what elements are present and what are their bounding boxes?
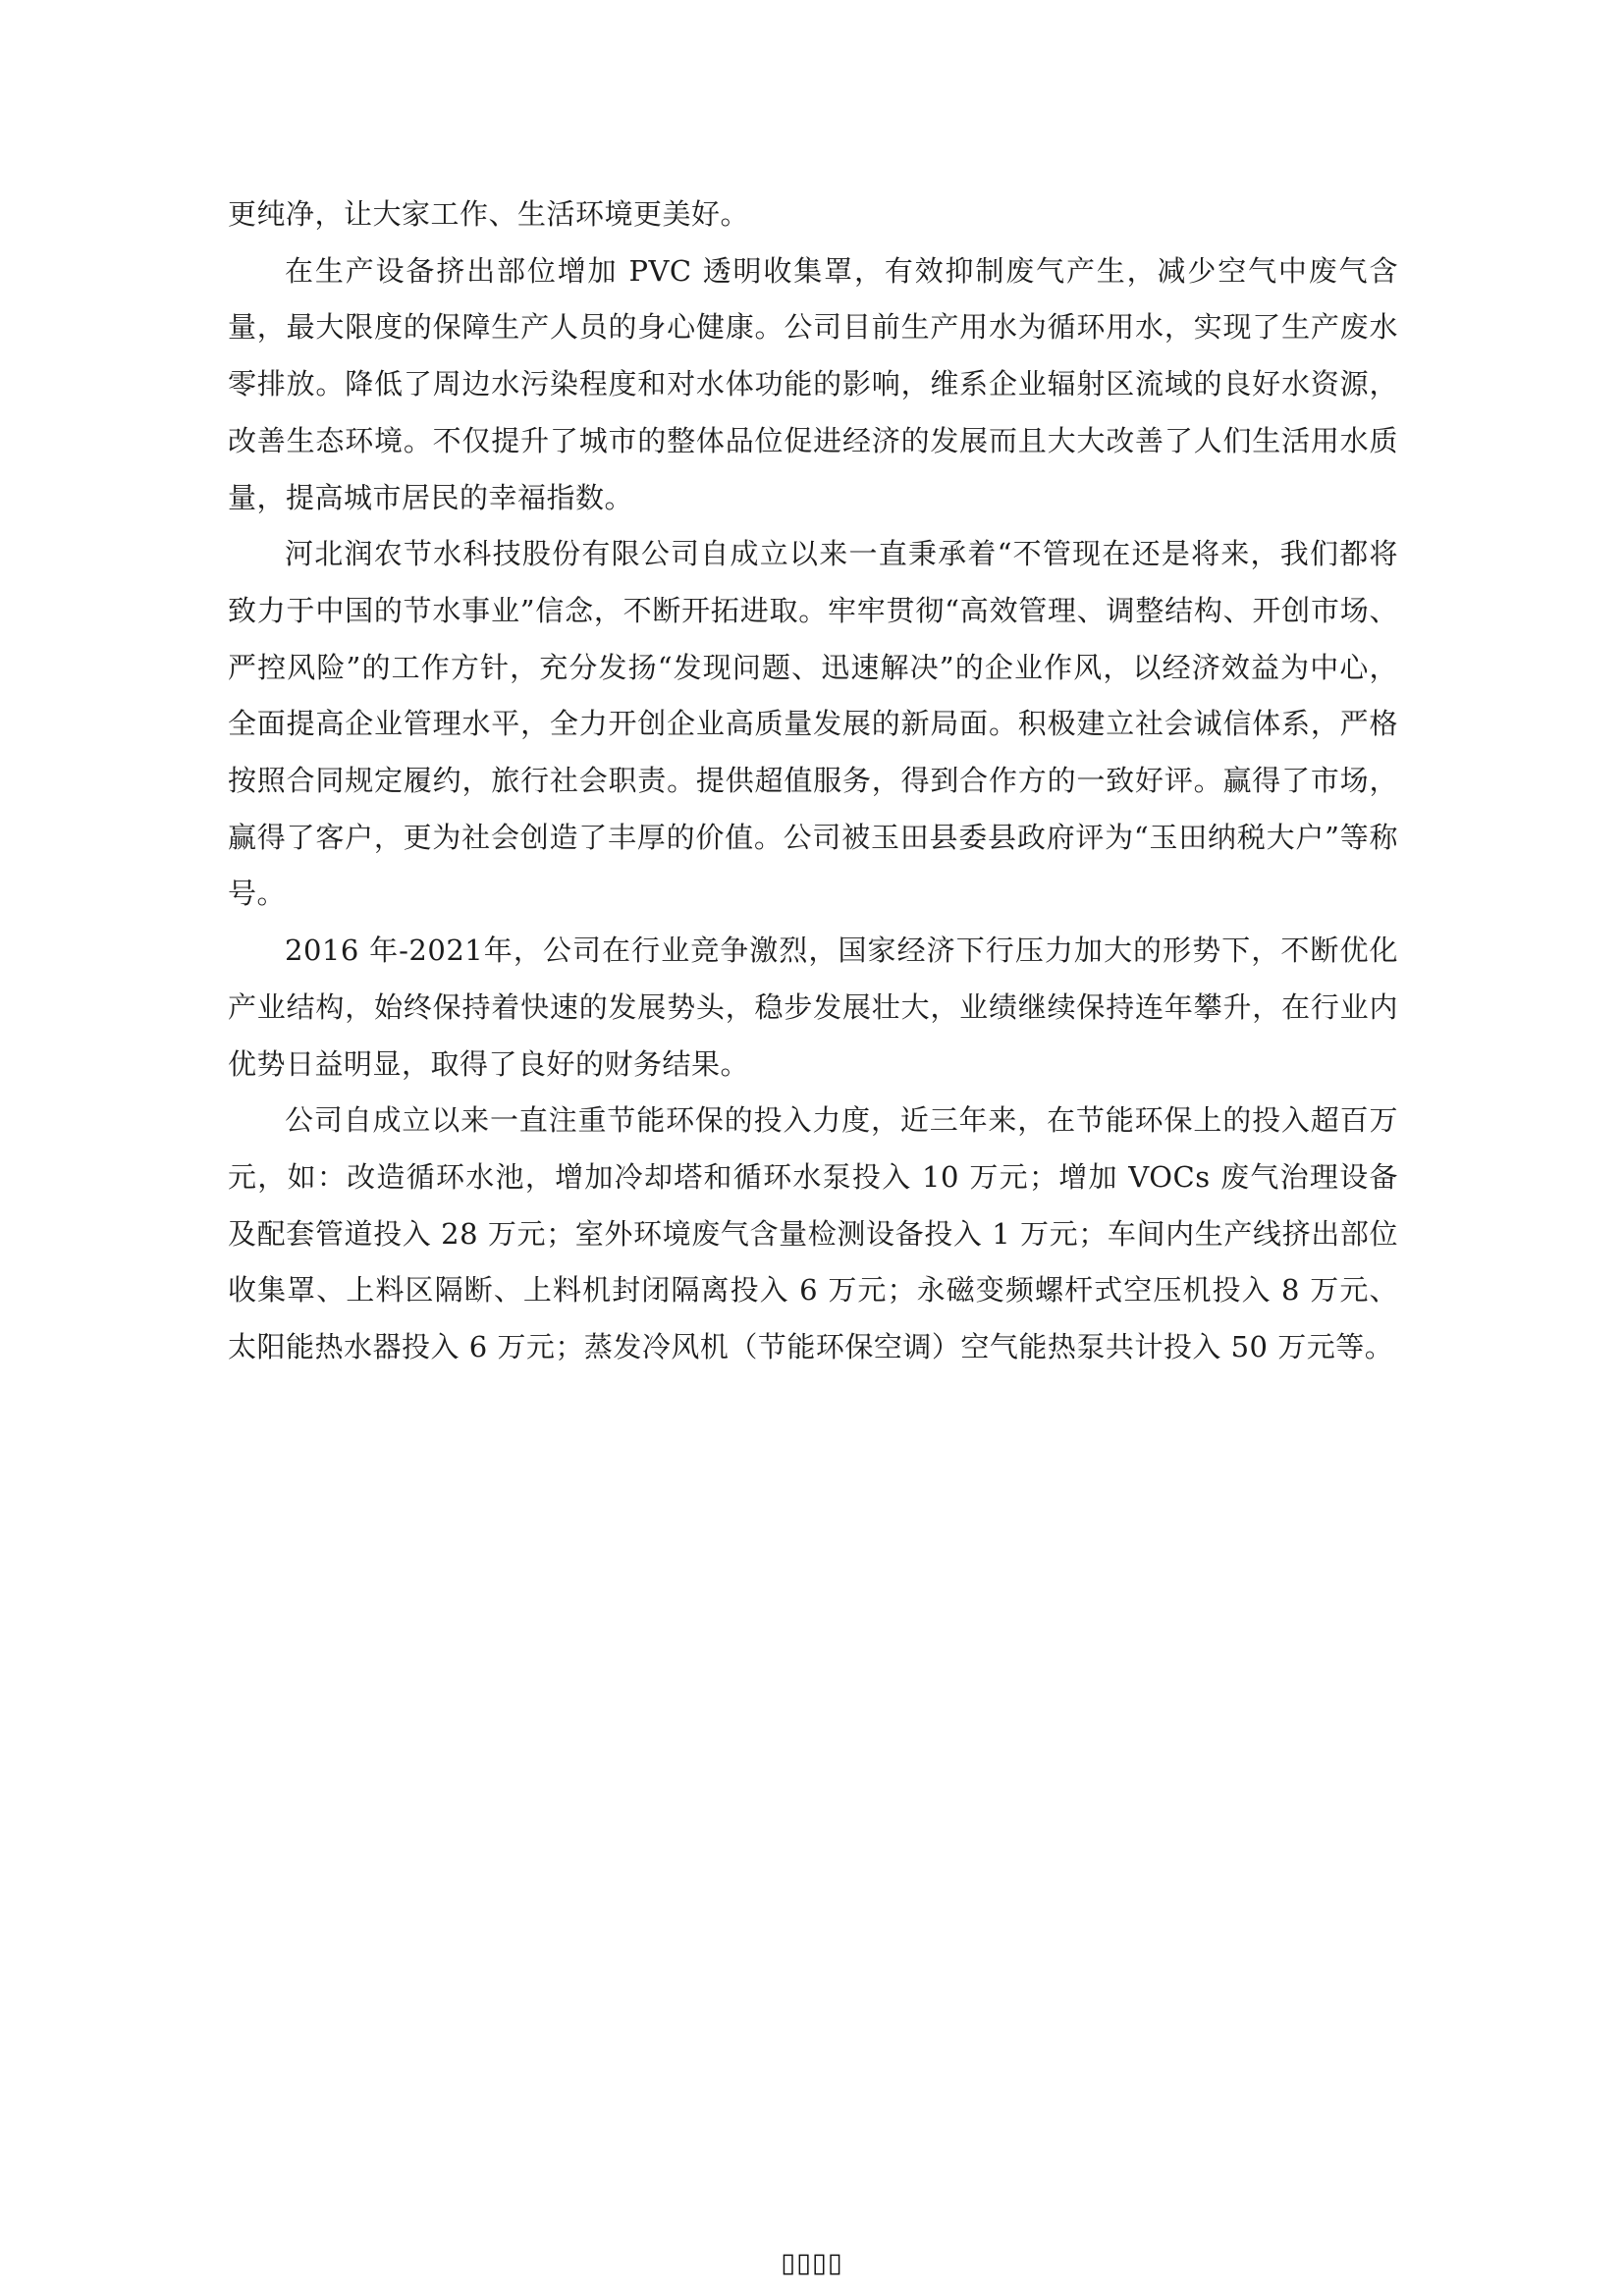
paragraph-company-belief: 河北润农节水科技股份有限公司自成立以来一直秉承着“不管现在还是将来，我们都将致力于中国的节水事业”信念，不断开拓进取。牢牢贯彻“高效管理、调整结构、开创市场、严控风险”的工作方针，充分发扬“发现问题、迅速解决”的企业作风，以经济效益为中心，全面提高企业管理水平，全力开创企业高质量发展的新局面。积极建立社会诚信体系，严格按照合同规定履约，旅行社会职责。提供超值服务，得到合作方的一致好评。赢得了市场，赢得了客户，更为社会创造了丰厚的价值。公司被玉田县委县政府评为“玉田纳税大户”等称号。 — [228, 537, 1398, 911]
paragraph-pvc-collection: 在生产设备挤出部位增加 PVC 透明收集罩，有效抑制废气产生，减少空气中废气含量，最大限度的保障生产人员的身心健康。公司目前生产用水为循环用水，实现了生产废水零排放。降低了周边水污染程度和对水体功能的影响，维系企业辐射区流域的良好水资源， 改善生态环境。不仅提升了城市的整体品位促进经济的发展而且大大改善了人们生活用水质量，提高城市居民的幸福指数。 — [228, 253, 1398, 514]
paragraph-2016-2021: 2016 年-2021年，公司在行业竞争激烈，国家经济下行压力加大的形势下，不断优化产业结构，始终保持着快速的发展势头，稳步发展壮大，业绩继续保持连年攀升，在行业内优势日益明显，取得了良好的财务结果。 — [228, 934, 1398, 1081]
page-footer-placeholder-glyphs: ▯▯▯▯ — [781, 2248, 843, 2278]
document-body — [228, 187, 1398, 1376]
paragraph-continuation: 更纯净，让大家工作、生活环境更美好。 — [228, 197, 750, 231]
paragraph-environment-investment: 公司自成立以来一直注重节能环保的投入力度，近三年来，在节能环保上的投入超百万元，如：改造循环水池，增加冷却塔和循环水泵投入 10 万元；增加 VOCs 废气治理设备及配套管道投入 28 万元；室外环境废气含量检测设备投入 1 万元；车间内生产线挤出部位收集罩、上料区隔断、上料机封闭隔离投入 6 万元；永磁变频螺杆式空压机投入 8 万元、太阳能热水器投入 6 万元；蒸发冷风机（节能环保空调）空气能热泵共计投入 50 万元等。 — [228, 1103, 1398, 1364]
